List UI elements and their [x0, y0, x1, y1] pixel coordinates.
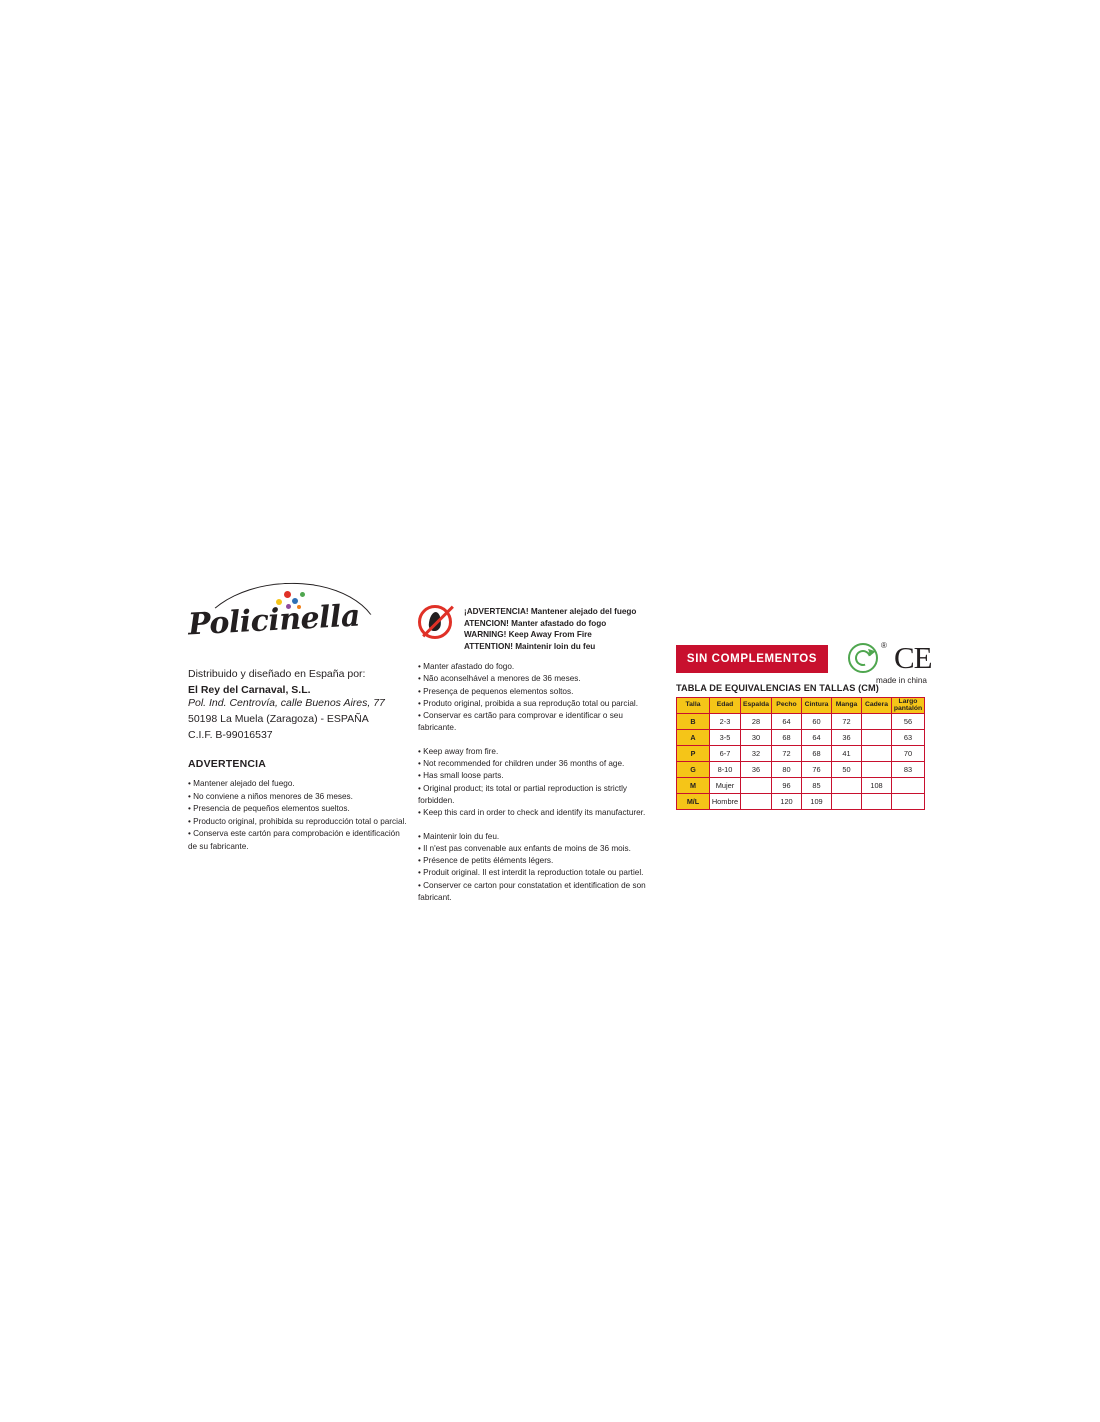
table-row [677, 778, 925, 794]
cell-espalda [741, 794, 772, 810]
col-largo-pantalon [892, 698, 925, 714]
bullet-item: • Keep away from fire. [418, 746, 499, 756]
headline-es: ¡ADVERTENCIA! Mantener alejado del fuego [464, 607, 637, 616]
cell-largo [892, 794, 925, 810]
table-row [677, 730, 925, 746]
cell-pecho: 64 [772, 714, 802, 730]
cell-edad: Mujer [710, 778, 741, 794]
cell-largo: 56 [892, 714, 925, 730]
cell-manga: 41 [832, 746, 862, 762]
cell-largo: 83 [892, 762, 925, 778]
cell-talla: A [677, 730, 710, 746]
cell-pecho: 96 [772, 778, 802, 794]
bullet-item: • Conserver ce carton pour constatation et identification de son [418, 880, 646, 890]
status-badge: SIN COMPLEMENTOS [676, 645, 828, 673]
headline-fr: ATTENTION! Maintenir loin du feu [464, 641, 596, 651]
table-row [677, 794, 925, 810]
company-name: El Rey del Carnaval, S.L. [188, 684, 311, 697]
logo-wordmark: Policinella [187, 598, 361, 643]
cell-pecho: 80 [772, 762, 802, 778]
middle-column [418, 605, 648, 904]
bullet-item: fabricant. [418, 893, 452, 903]
col-cintura: Cintura [802, 698, 832, 714]
table-row [677, 714, 925, 730]
cell-manga: 50 [832, 762, 862, 778]
col-largo-main: Largo [898, 697, 918, 705]
left-column [188, 583, 433, 853]
made-in-label: made in china [876, 676, 927, 685]
bullet-item: • Présence de petits éléments légers. [418, 856, 554, 866]
bullet-item: • Maintenir loin du feu. [418, 831, 500, 841]
bullets-pt [418, 661, 648, 735]
cell-cintura: 76 [802, 762, 832, 778]
bullet-item: • Has small loose parts. [418, 771, 504, 781]
cell-edad: 6-7 [710, 746, 741, 762]
cell-manga [832, 778, 862, 794]
address-line-1: Pol. Ind. Centrovía, calle Buenos Aires, 77 [188, 697, 385, 710]
cell-edad: 3-5 [710, 730, 741, 746]
bullet-item: • Keep this card in order to check and identify its manufacturer. [418, 808, 646, 818]
warning-headline [464, 606, 636, 653]
cell-pecho: 68 [772, 730, 802, 746]
recycle-icon [848, 643, 878, 673]
table-row [677, 762, 925, 778]
col-pecho: Pecho [772, 698, 802, 714]
bullets-en [418, 746, 648, 820]
cell-cadera [862, 762, 892, 778]
cell-cadera [862, 730, 892, 746]
cell-largo [892, 778, 925, 794]
table-row [677, 746, 925, 762]
bullet-item: • Presencia de pequeños elementos sueltos. [188, 804, 350, 814]
headline-en: WARNING! Keep Away From Fire [464, 630, 592, 640]
distributed-by-label: Distribuido y diseñado en España por: [188, 668, 366, 680]
cell-cadera [862, 746, 892, 762]
certification-icons [848, 640, 940, 693]
headline-pt: ATENCION! Manter afastado do fogo [464, 618, 607, 628]
cell-cadera [862, 794, 892, 810]
bullet-item: • Manter afastado do fogo. [418, 662, 515, 671]
bullet-item: • Producto original, prohibida su reproducción total o parcial. [188, 816, 407, 826]
bullet-item: • Il n'est pas convenable aux enfants de moins de 36 mois. [418, 843, 631, 853]
bullet-item: • Conservar es cartão para comprovar e identificar o seu fabricante. [418, 711, 623, 733]
bullet-item: de su fabricante. [188, 841, 249, 851]
cell-talla: P [677, 746, 710, 762]
cell-cintura: 60 [802, 714, 832, 730]
cell-talla: B [677, 714, 710, 730]
cell-talla: M/L [677, 794, 710, 810]
col-edad: Edad [710, 698, 741, 714]
cell-manga [832, 794, 862, 810]
bullet-item: • No conviene a niños menores de 36 meses. [188, 791, 353, 801]
cell-espalda: 28 [741, 714, 772, 730]
cell-pecho: 120 [772, 794, 802, 810]
cell-talla: G [677, 762, 710, 778]
size-table [676, 697, 925, 810]
cell-espalda: 32 [741, 746, 772, 762]
cell-manga: 72 [832, 714, 862, 730]
right-column [676, 640, 936, 810]
bullet-item: • Presença de pequenos elementos soltos. [418, 686, 574, 696]
address-line-2: 50198 La Muela (Zaragoza) - ESPAÑA [188, 712, 369, 725]
address-line-3: C.I.F. B-99016537 [188, 728, 273, 741]
no-fire-icon [418, 605, 456, 643]
cell-espalda: 30 [741, 730, 772, 746]
cell-manga: 36 [832, 730, 862, 746]
bullet-item: • Conserva este cartón para comprobación e identificación [188, 829, 400, 839]
cell-cadera [862, 714, 892, 730]
cell-talla: M [677, 778, 710, 794]
warning-title: ADVERTENCIA [188, 758, 267, 771]
bullet-item: • Não aconselhável a menores de 36 meses. [418, 674, 581, 684]
bullet-item: • Original product; its total or partial reproduction is strictly forbidden. [418, 783, 628, 805]
cell-largo: 70 [892, 746, 925, 762]
col-cadera: Cadera [862, 698, 892, 714]
registered-icon: ® [881, 641, 887, 650]
cell-largo: 63 [892, 730, 925, 746]
col-espalda: Espalda [741, 698, 772, 714]
cell-edad: 8-10 [710, 762, 741, 778]
col-manga: Manga [832, 698, 862, 714]
warning-header [418, 605, 648, 651]
cell-cadera: 108 [862, 778, 892, 794]
col-largo-sub: pantalón [893, 704, 923, 712]
col-talla: Talla [677, 698, 710, 714]
bullets-fr [418, 831, 648, 905]
cell-edad: Hombre [710, 794, 741, 810]
bullet-item: • Not recommended for children under 36 months of age. [418, 759, 625, 769]
cell-cintura: 64 [802, 730, 832, 746]
bullet-item: • Produto original, proibida a sua reprodução total ou parcial. [418, 698, 638, 708]
bullet-item: • Mantener alejado del fuego. [188, 779, 295, 789]
brand-logo [188, 583, 384, 655]
size-table-title: TABLA DE EQUIVALENCIAS EN TALLAS (CM) [676, 683, 879, 693]
bullet-item: • Produit original. Il est interdit la reproduction totale ou partiel. [418, 868, 644, 878]
cell-cintura: 68 [802, 746, 832, 762]
warning-bullets-es [188, 778, 433, 853]
cell-edad: 2-3 [710, 714, 741, 730]
table-header-row [677, 698, 925, 714]
cell-pecho: 72 [772, 746, 802, 762]
cell-espalda [741, 778, 772, 794]
cell-espalda: 36 [741, 762, 772, 778]
cell-cintura: 85 [802, 778, 832, 794]
ce-mark-icon: CE [894, 640, 932, 675]
cell-cintura: 109 [802, 794, 832, 810]
